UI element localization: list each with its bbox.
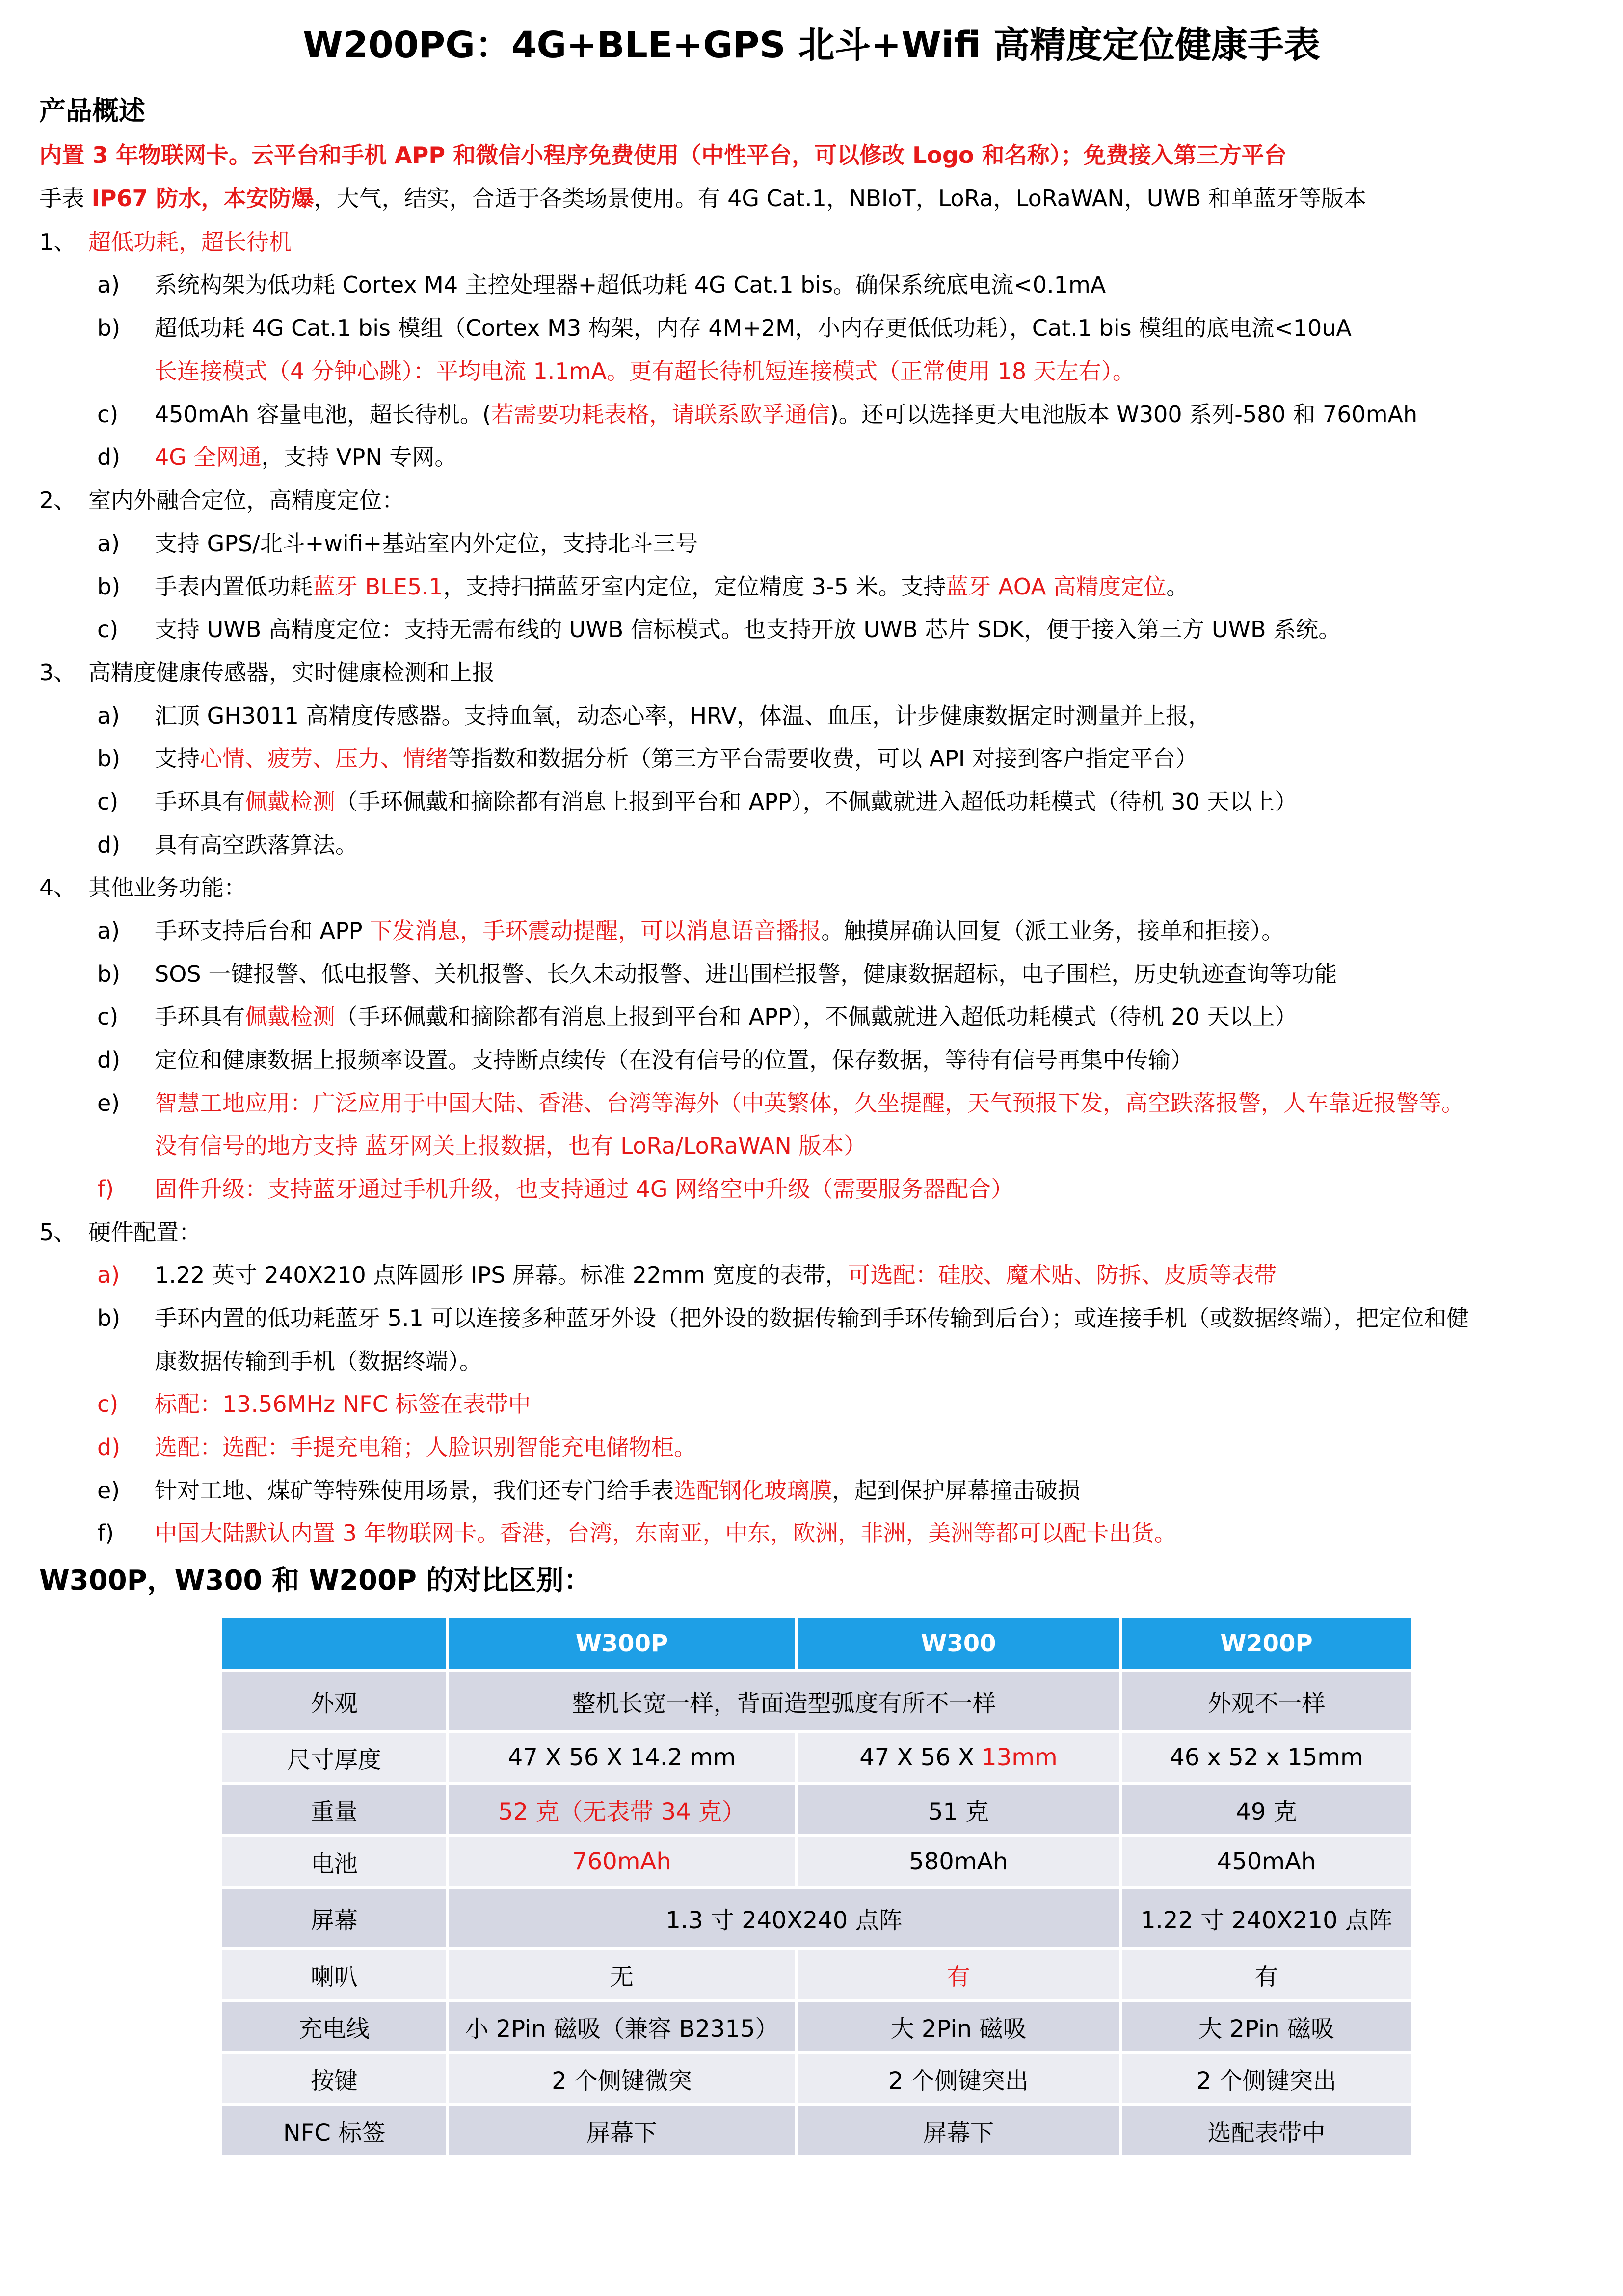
cell-w300p: 小 2Pin 磁吸（兼容 B2315）	[449, 2002, 795, 2051]
section-4-number: 4、	[39, 874, 77, 901]
cell-w300: 580mAh	[798, 1837, 1119, 1886]
s2-c-text: 支持 UWB 高精度定位：支持无需布线的 UWB 信标模式。也支持开放 UWB 芯片 SDK，便于接入第三方 UWB 系统。	[155, 616, 1341, 643]
s1-c-label: c)	[97, 401, 119, 428]
section-5-title: 硬件配置：	[88, 1219, 201, 1245]
row-label: 尺寸厚度	[222, 1733, 446, 1782]
s4-b-label: b)	[97, 961, 121, 987]
cell-w200p: 有	[1122, 1950, 1411, 1999]
cell-w200p: 49 克	[1122, 1785, 1411, 1834]
cell-w300: 2 个侧键突出	[798, 2054, 1119, 2103]
s5-d-label: d)	[97, 1434, 121, 1460]
s5-b-text: 手环内置的低功耗蓝牙 5.1 可以连接多种蓝牙外设（把外设的数据传输到手环传输到后台）；或连接手机（或数据终端），把定位和健	[155, 1305, 1469, 1331]
s2-c-label: c)	[97, 616, 119, 643]
s1-b-text-continued: 长连接模式（4 分钟心跳）：平均电流 1.1mA。更有超长待机短连接模式（正常使用 18 天左右）。	[155, 358, 1135, 384]
section-4-title: 其他业务功能：	[88, 874, 246, 901]
s4-b-text: SOS 一键报警、低电报警、关机报警、长久未动报警、进出围栏报警，健康数据超标，电子围栏，历史轨迹查询等功能	[155, 961, 1337, 987]
s4-f-text: 固件升级：支持蓝牙通过手机升级，也支持通过 4G 网络空中升级（需要服务器配合）	[155, 1176, 1014, 1202]
s4-d-label: d)	[97, 1047, 121, 1073]
s2-a-text: 支持 GPS/北斗+wifi+基站室内外定位，支持北斗三号	[155, 530, 698, 557]
row-weight	[222, 1785, 1411, 1834]
section-3-number: 3、	[39, 659, 77, 686]
row-label: 重量	[222, 1785, 446, 1834]
overview-heading: 产品概述	[39, 95, 145, 126]
cell-w200p: 大 2Pin 磁吸	[1122, 2002, 1411, 2051]
cell-w300p: 屏幕下	[449, 2106, 795, 2155]
s3-d-label: d)	[97, 832, 121, 858]
section-5-number: 5、	[39, 1219, 77, 1245]
cell-w200p: 外观不一样	[1122, 1672, 1411, 1730]
s1-b-text: 超低功耗 4G Cat.1 bis 模组（Cortex M3 构架，内存 4M+2M，小内存更低低功耗），Cat.1 bis 模组的底电流<10uA	[155, 315, 1352, 341]
row-nfc	[222, 2106, 1411, 2155]
section-2-title: 室内外融合定位，高精度定位：	[88, 487, 404, 513]
comparison-table	[220, 1615, 1413, 2158]
cell-w300p: 760mAh	[449, 1837, 795, 1886]
cell-w300p: 无	[449, 1950, 795, 1999]
cell-w300: 大 2Pin 磁吸	[798, 2002, 1119, 2051]
s2-b-text: 手表内置低功耗蓝牙 BLE5.1，支持扫描蓝牙室内定位，定位精度 3-5 米。支持蓝牙 AOA 高精度定位。	[155, 573, 1189, 600]
s5-b-text-continued: 康数据传输到手机（数据终端）。	[155, 1348, 482, 1375]
s3-c-label: c)	[97, 788, 119, 815]
s3-b-text: 支持心情、疲劳、压力、情绪等指数和数据分析（第三方平台需要收费，可以 API 对接到客户指定平台）	[155, 745, 1198, 772]
section-1-title: 超低功耗，超长待机	[88, 229, 292, 255]
row-label: 按键	[222, 2054, 446, 2103]
cell-w300p: 52 克（无表带 34 克）	[449, 1785, 795, 1834]
s5-c-text: 标配：13.56MHz NFC 标签在表带中	[155, 1391, 531, 1417]
cell-w300: 屏幕下	[798, 2106, 1119, 2155]
s5-e-label: e)	[97, 1477, 120, 1504]
s5-c-label: c)	[97, 1391, 119, 1417]
cell-w300p-w300: 整机长宽一样，背面造型弧度有所不一样	[449, 1672, 1119, 1730]
s4-e-text: 智慧工地应用：广泛应用于中国大陆、香港、台湾等海外（中英繁体，久坐提醒，天气预报下发，高空跌落报警，人车靠近报警等。	[155, 1090, 1464, 1116]
s1-a-text: 系统构架为低功耗 Cortex M4 主控处理器+超低功耗 4G Cat.1 bis。确保系统底电流<0.1mA	[155, 271, 1106, 298]
row-buttons	[222, 2054, 1411, 2103]
s4-d-text: 定位和健康数据上报频率设置。支持断点续传（在没有信号的位置，保存数据，等待有信号再集中传输）	[155, 1047, 1193, 1073]
cell-w300: 51 克	[798, 1785, 1119, 1834]
row-label: 充电线	[222, 2002, 446, 2051]
s5-a-label: a)	[97, 1262, 120, 1288]
s3-d-text: 具有高空跌落算法。	[155, 832, 358, 858]
header-w300: W300	[798, 1618, 1119, 1669]
cell-w200p: 450mAh	[1122, 1837, 1411, 1886]
row-label: 电池	[222, 1837, 446, 1886]
cell-w300p-w300: 1.3 寸 240X240 点阵	[449, 1889, 1119, 1947]
cell-w300: 47 X 56 X 13mm	[798, 1733, 1119, 1782]
s3-a-text: 汇顶 GH3011 高精度传感器。支持血氧，动态心率，HRV，体温、血压，计步健康数据定时测量并上报，	[155, 702, 1211, 729]
s1-b-label: b)	[97, 315, 121, 341]
cell-w200p: 选配表带中	[1122, 2106, 1411, 2155]
s4-e-text-continued: 没有信号的地方支持 蓝牙网关上报数据，也有 LoRa/LoRaWAN 版本）	[155, 1133, 867, 1159]
s4-c-label: c)	[97, 1003, 119, 1030]
page-title: W200PG：4G+BLE+GPS 北斗+Wifi 高精度定位健康手表	[302, 24, 1321, 66]
s4-f-label: f)	[97, 1176, 114, 1202]
cell-w300: 有	[798, 1950, 1119, 1999]
s4-e-label: e)	[97, 1090, 120, 1116]
s5-a-text: 1.22 英寸 240X210 点阵圆形 IPS 屏幕。标准 22mm 宽度的表带，可选配：硅胶、魔术贴、防拆、皮质等表带	[155, 1262, 1277, 1288]
s4-c-text: 手环具有佩戴检测（手环佩戴和摘除都有消息上报到平台和 APP），不佩戴就进入超低功耗模式（待机 20 天以上）	[155, 1003, 1298, 1030]
cell-w300p: 2 个侧键微突	[449, 2054, 795, 2103]
section-2-number: 2、	[39, 487, 77, 513]
section-1-number: 1、	[39, 229, 77, 255]
cell-w200p: 2 个侧键突出	[1122, 2054, 1411, 2103]
row-label: 外观	[222, 1672, 446, 1730]
s5-f-label: f)	[97, 1520, 114, 1546]
s1-d-text: 4G 全网通，支持 VPN 专网。	[155, 444, 457, 470]
row-label: 屏幕	[222, 1889, 446, 1947]
cell-w200p: 46 x 52 x 15mm	[1122, 1733, 1411, 1782]
table-header-row	[222, 1618, 1411, 1669]
s4-a-label: a)	[97, 918, 120, 944]
header-w300p: W300P	[449, 1618, 795, 1669]
s1-c-text: 450mAh 容量电池，超长待机。(若需要功耗表格，请联系欧孚通信)。还可以选择更大电池版本 W300 系列-580 和 760mAh	[155, 401, 1418, 428]
section-3-title: 高精度健康传感器，实时健康检测和上报	[88, 659, 495, 686]
s5-f-text: 中国大陆默认内置 3 年物联网卡。香港，台湾，东南亚，中东，欧洲，非洲，美洲等都可以配卡出货。	[155, 1520, 1177, 1546]
s1-d-label: d)	[97, 444, 121, 470]
row-appearance	[222, 1672, 1411, 1730]
overview-banner: 内置 3 年物联网卡。云平台和手机 APP 和微信小程序免费使用（中性平台，可以修改 Logo 和名称）；免费接入第三方平台	[39, 142, 1287, 168]
row-size	[222, 1733, 1411, 1782]
row-battery	[222, 1837, 1411, 1886]
cell-w300p: 47 X 56 X 14.2 mm	[449, 1733, 795, 1782]
s4-a-text: 手环支持后台和 APP 下发消息，手环震动提醒，可以消息语音播报。触摸屏确认回复（派工业务，接单和拒接）。	[155, 918, 1284, 944]
s3-c-text: 手环具有佩戴检测（手环佩戴和摘除都有消息上报到平台和 APP），不佩戴就进入超低功耗模式（待机 30 天以上）	[155, 788, 1298, 815]
s3-b-label: b)	[97, 745, 121, 772]
compare-heading: W300P，W300 和 W200P 的对比区别：	[39, 1565, 591, 1596]
s5-b-label: b)	[97, 1305, 121, 1331]
s2-a-label: a)	[97, 530, 120, 557]
overview-intro: 手表 IP67 防水，本安防爆，大气，结实，合适于各类场景使用。有 4G Cat.1，NBIoT，LoRa，LoRaWAN，UWB 和单蓝牙等版本	[39, 185, 1367, 212]
row-charger	[222, 2002, 1411, 2051]
row-speaker	[222, 1950, 1411, 1999]
row-screen	[222, 1889, 1411, 1947]
row-label: NFC 标签	[222, 2106, 446, 2155]
s3-a-label: a)	[97, 702, 120, 729]
row-label: 喇叭	[222, 1950, 446, 1999]
s5-d-text: 选配：选配：手提充电箱；人脸识别智能充电储物柜。	[155, 1434, 696, 1460]
s1-a-label: a)	[97, 271, 120, 298]
s5-e-text: 针对工地、煤矿等特殊使用场景，我们还专门给手表选配钢化玻璃膜，起到保护屏幕撞击破损	[155, 1477, 1080, 1504]
cell-w200p: 1.22 寸 240X210 点阵	[1122, 1889, 1411, 1947]
header-w200p: W200P	[1122, 1618, 1411, 1669]
header-blank	[222, 1618, 446, 1669]
s2-b-label: b)	[97, 573, 121, 600]
